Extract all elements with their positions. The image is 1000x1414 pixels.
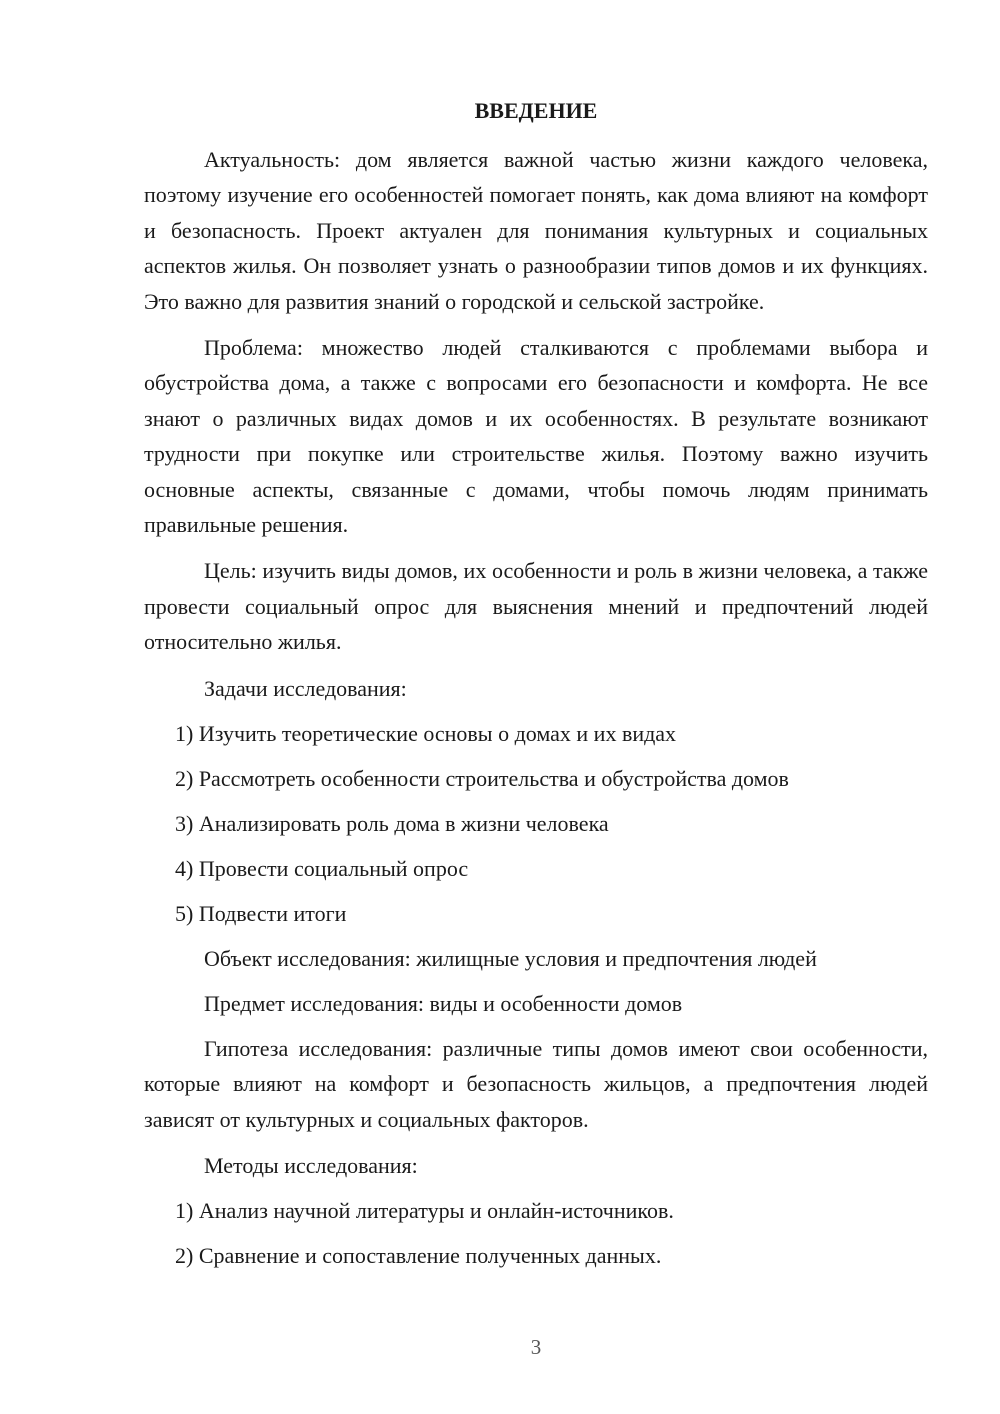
document-body — [144, 94, 928, 1283]
hypothesis-paragraph: Гипотеза исследования: различные типы домов имеют свои особенности, которые влияют на комфорт и безопасность жильцов, а предпочтения людей зависят от культурных и социальных факторов. — [144, 1035, 928, 1132]
task-item: 3) Анализировать роль дома в жизни человека — [175, 810, 609, 836]
method-item: 1) Анализ научной литературы и онлайн-источников. — [175, 1197, 674, 1223]
goal-paragraph: Цель: изучить виды домов, их особенности и роль в жизни человека, а также провести социальный опрос для выяснения мнений и предпочтений людей относительно жилья. — [144, 558, 928, 655]
methods-heading: Методы исследования: — [204, 1152, 418, 1178]
task-item: 5) Подвести итоги — [175, 900, 347, 926]
tasks-heading: Задачи исследования: — [204, 675, 407, 701]
task-item: 1) Изучить теоретические основы о домах и их видах — [175, 720, 677, 746]
task-item: 4) Провести социальный опрос — [175, 855, 469, 881]
task-item: 2) Рассмотреть особенности строительства и обустройства домов — [175, 765, 789, 791]
actuality-paragraph: Актуальность: дом является важной частью жизни каждого человека, поэтому изучение его особенностей помогает понять, как дома влияют на комфорт и безопасность. Проект актуален для понимания культурных и социальных аспектов жилья. Он позволяет узнать о разнообразии типов домов и их функциях. Это важно для развития знаний о городской и сельской застройке. — [144, 147, 928, 314]
problem-paragraph: Проблема: множество людей сталкиваются с проблемами выбора и обустройства дома, а также с вопросами его безопасности и комфорта. Не все знают о различных видах домов и их особенностях. В результате возникают трудности при покупке или строительстве жилья. Поэтому важно изучить основные аспекты, связанные с домами, чтобы помочь людям принимать правильные решения. — [144, 335, 928, 538]
page-title: ВВЕДЕНИЕ — [474, 98, 598, 123]
method-item: 2) Сравнение и сопоставление полученных данных. — [175, 1242, 662, 1268]
research-object: Объект исследования: жилищные условия и предпочтения людей — [204, 945, 817, 971]
research-subject: Предмет исследования: виды и особенности домов — [204, 990, 683, 1016]
page-number: 3 — [530, 1335, 542, 1359]
